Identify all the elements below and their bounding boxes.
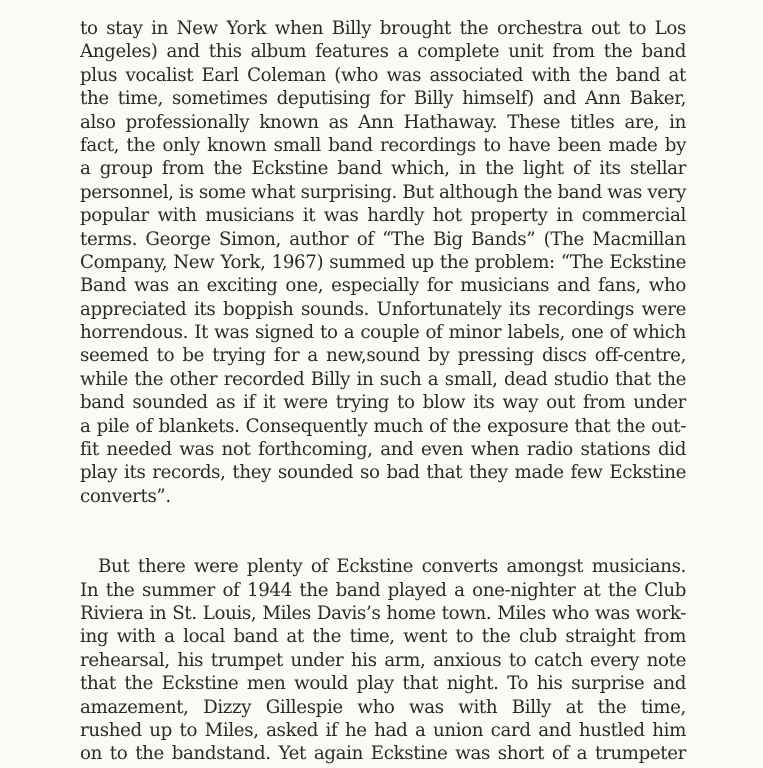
text-line: also professionally known as Ann Hathaway. These titles are, in: [80, 111, 686, 133]
text-line: converts”.: [80, 485, 171, 507]
text-line: Company, New York, 1967) summed up the problem: “The Eckstine: [80, 251, 686, 273]
text-line: on to the bandstand. Yet again Eckstine was short of a trumpeter: [80, 743, 686, 765]
text-line: horrendous. It was signed to a couple of minor labels, one of which: [80, 322, 686, 344]
text-line: ing with a local band at the time, went to the club straight from: [80, 626, 686, 648]
text-line: fit needed was not forthcoming, and even when radio stations did: [80, 439, 686, 461]
text-line: fact, the only known small band recordings to have been made by: [80, 134, 686, 156]
text-line: play its records, they sounded so bad that they made few Eckstine: [80, 462, 686, 484]
text-line: rehearsal, his trumpet under his arm, anxious to catch every note: [80, 649, 686, 671]
text-line: amazement, Dizzy Gillespie who was with Billy at the time,: [80, 696, 686, 718]
text-line: terms. George Simon, author of “The Big Bands” (The Macmillan: [80, 228, 686, 250]
text-line: while the other recorded Billy in such a small, dead studio that the: [80, 368, 686, 390]
paragraph-gap: [80, 508, 686, 555]
text-line: But there were plenty of Eckstine converts amongst musicians.: [98, 556, 686, 578]
text-line: a group from the Eckstine band which, in the light of its stellar: [80, 158, 686, 180]
text-line: rushed up to Miles, asked if he had a union card and hustled him: [80, 719, 686, 741]
paragraph-1: [80, 17, 686, 508]
text-line: Band was an exciting one, especially for musicians and fans, who: [80, 275, 686, 297]
text-line: that the Eckstine men would play that night. To his surprise and: [80, 673, 686, 695]
text-line: personnel, is some what surprising. But although the band was very: [80, 181, 686, 203]
text-line: the time, sometimes deputising for Billy himself) and Ann Baker,: [80, 88, 686, 110]
text-line: plus vocalist Earl Coleman (who was associated with the band at: [80, 64, 686, 86]
text-line: Riviera in St. Louis, Miles Davis’s home town. Miles who was work-: [80, 602, 686, 624]
text-column: [80, 17, 686, 766]
text-line: band sounded as if it were trying to blow its way out from under: [80, 392, 686, 414]
paragraph-2: [80, 555, 686, 766]
text-line: In the summer of 1944 the band played a one-nighter at the Club: [80, 579, 686, 601]
text-line: Angeles) and this album features a complete unit from the band: [80, 41, 686, 63]
text-line: a pile of blankets. Consequently much of the exposure that the out-: [80, 415, 686, 437]
text-line: popular with musicians it was hardly hot property in commercial: [80, 205, 686, 227]
text-line: appreciated its boppish sounds. Unfortunately its recordings were: [80, 298, 686, 320]
text-line: to stay in New York when Billy brought the orchestra out to Los: [80, 18, 686, 39]
text-line: seemed to be trying for a new,sound by pressing discs off-centre,: [80, 345, 686, 367]
